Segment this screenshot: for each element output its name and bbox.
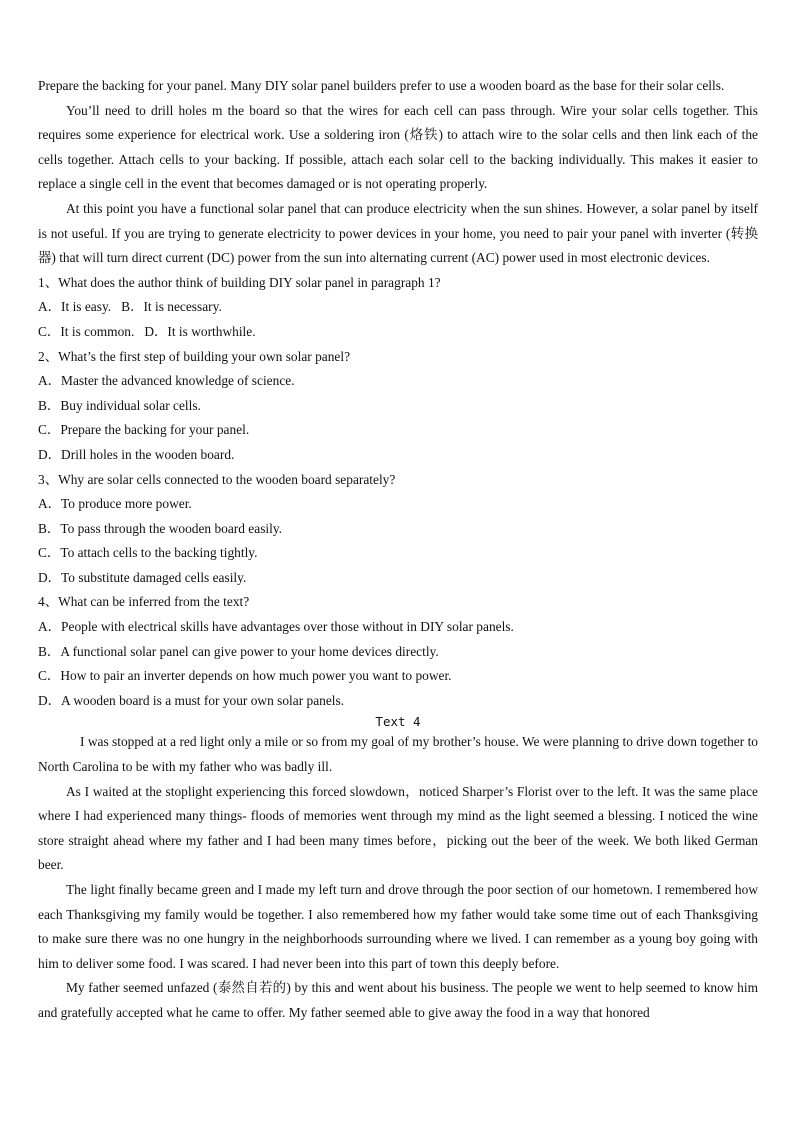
option-c: C．How to pair an inverter depends on how much power you want to power.	[38, 668, 452, 684]
passage-paragraph-1: Prepare the backing for your panel. Many DIY solar panel builders prefer to use a wooden board as the base for their solar cells.	[38, 78, 725, 93]
option-d: D．It is worthwhile.	[144, 323, 256, 339]
question-stem: 2、What’s the first step of building your own solar panel?	[38, 348, 351, 364]
option-b: B．Buy individual solar cells.	[38, 397, 201, 413]
option-b: B．It is necessary.	[121, 299, 222, 315]
question-stem: 3、Why are solar cells connected to the wooden board separately?	[38, 471, 396, 487]
passage-paragraph-3: At this point you have a functional solar panel that can produce electricity when the sun shines. However, a solar panel by itself is not useful. If you are trying to generate electricity to power devices in your home, you need to pair your panel with inverter (转换器) that will turn direct current (DC) power from the sun into alternating current (AC) power used in most electronic devices.	[38, 200, 758, 266]
story-paragraph-2: As I waited at the stoplight experiencing this forced slowdown，noticed Sharper’s Florist over to the left. It was the same place where I had experienced many things- floods of memories went through my mind as the light seemed a blessing. I noticed the wine store straight ahead where my father and I had been many times before，picking out the beer of the week. We both liked German beer.	[38, 783, 758, 873]
question-stem: 1、What does the author think of building DIY solar panel in paragraph 1?	[38, 274, 441, 290]
question-4	[38, 590, 758, 713]
story-paragraph-1: I was stopped at a red light only a mile or so from my goal of my brother’s house. We were planning to drive down together to North Carolina to be with my father who was badly ill.	[38, 734, 758, 775]
option-a: A．It is easy.	[38, 299, 112, 315]
question-2	[38, 345, 758, 468]
question-3	[38, 468, 758, 591]
option-a: A．To produce more power.	[38, 496, 192, 512]
option-c: C．Prepare the backing for your panel.	[38, 422, 250, 438]
option-a: A．Master the advanced knowledge of science.	[38, 373, 295, 389]
option-d: D．To substitute damaged cells easily.	[38, 569, 247, 585]
option-d: D．A wooden board is a must for your own solar panels.	[38, 692, 345, 708]
option-b: B．A functional solar panel can give power to your home devices directly.	[38, 643, 439, 659]
story-paragraph-4: My father seemed unfazed (泰然自若的) by this and went about his business. The people we went to help seemed to know him and gratefully accepted what he came to offer. My father seemed able to give away the food in a way that honored	[38, 980, 758, 1020]
document-page	[38, 74, 758, 1026]
option-a: A．People with electrical skills have advantages over those without in DIY solar panels.	[38, 619, 514, 635]
passage-paragraph-2: You’ll need to drill holes m the board so that the wires for each cell can pass through. Wire your solar cells together. This requires some experience for electrical work. Use a soldering iron (烙铁) to attach wire to the solar cells and then link each of the cells together. Attach cells to your backing. If possible, attach each solar cell to the backing individually. This makes it easier to replace a single cell in the event that becomes damaged or is not operating properly.	[38, 102, 758, 192]
question-1	[38, 271, 758, 345]
option-d: D．Drill holes in the wooden board.	[38, 446, 235, 462]
option-c: C．To attach cells to the backing tightly.	[38, 545, 258, 561]
story-paragraph-3: The light finally became green and I made my left turn and drove through the poor section of our hometown. I remembered how each Thanksgiving my family would be together. I also remembered how my father would take some time out of each Thanksgiving to make sure there was no one hungry in the neighborhoods surrounding where we lived. I can remember as a young boy going with him to deliver some food. I was scared. I had never been into this part of town this deeply before.	[38, 882, 758, 971]
option-c: C．It is common.	[38, 323, 135, 339]
options-row	[38, 320, 758, 345]
section-title: Text 4	[375, 714, 421, 730]
option-b: B．To pass through the wooden board easily.	[38, 520, 283, 536]
question-stem: 4、What can be inferred from the text?	[38, 594, 250, 610]
options-row	[38, 295, 758, 320]
